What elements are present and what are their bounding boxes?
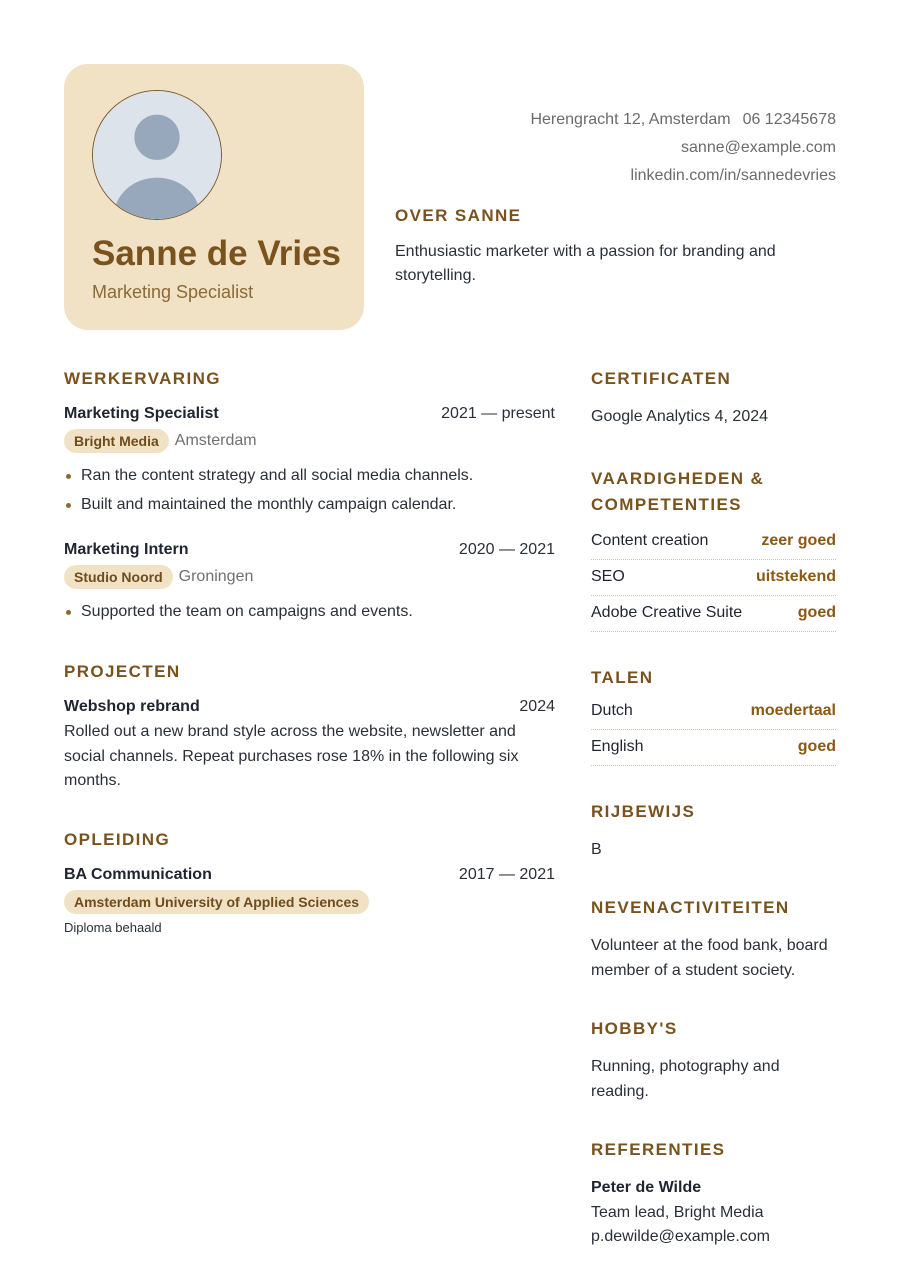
languages-title: TALEN bbox=[591, 667, 654, 687]
references-title: REFERENTIES bbox=[591, 1140, 726, 1159]
education-degree: BA Communication bbox=[64, 865, 212, 883]
job-city: Amsterdam bbox=[174, 432, 257, 449]
job-dates: 2021 — present bbox=[441, 405, 555, 422]
certificates-title: CERTIFICATEN bbox=[591, 369, 732, 388]
job-title: Marketing Intern bbox=[64, 541, 189, 558]
about-text: Enthusiastic marketer with a passion for branding and storytelling. bbox=[395, 243, 776, 284]
skill-row bbox=[591, 596, 836, 632]
left-column bbox=[64, 369, 555, 971]
language-name: Dutch bbox=[591, 702, 633, 719]
language-row bbox=[591, 694, 836, 730]
education-dates: 2017 — 2021 bbox=[458, 865, 555, 883]
language-row bbox=[591, 730, 836, 766]
company-badge: Studio Noord bbox=[64, 565, 173, 589]
project-description: Rolled out a new brand style across the website, newsletter and social channels. Repeat purchases rose 18% in the following six months. bbox=[64, 723, 519, 789]
contact-email[interactable]: sanne@example.com bbox=[681, 139, 836, 156]
skill-row bbox=[591, 560, 836, 596]
skill-level: zeer goed bbox=[761, 532, 836, 549]
project-title: Webshop rebrand bbox=[64, 698, 200, 715]
license-text: B bbox=[591, 840, 602, 858]
language-name: English bbox=[591, 738, 644, 755]
education-note: Diploma behaald bbox=[64, 919, 162, 935]
person-icon bbox=[93, 91, 221, 219]
bullet-item: Supported the team on campaigns and events. bbox=[64, 597, 555, 626]
skill-name: SEO bbox=[591, 568, 625, 585]
activities-section bbox=[591, 898, 836, 983]
job-city: Groningen bbox=[178, 568, 254, 585]
license-section bbox=[591, 802, 836, 863]
skill-name: Content creation bbox=[591, 532, 709, 549]
certificates-section bbox=[591, 369, 836, 430]
experience-section bbox=[64, 369, 555, 626]
experience-title: WERKERVARING bbox=[64, 369, 221, 388]
skill-level: uitstekend bbox=[755, 568, 836, 585]
job-bullets bbox=[64, 597, 555, 626]
about-title: OVER SANNE bbox=[395, 206, 522, 225]
skill-row bbox=[591, 524, 836, 560]
reference-email[interactable]: p.dewilde@example.com bbox=[591, 1228, 770, 1245]
hobbies-title: HOBBY'S bbox=[591, 1019, 678, 1038]
contact-linkedin[interactable]: linkedin.com/in/sannedevries bbox=[630, 167, 836, 184]
skills-title: VAARDIGHEDEN & COMPETENTIES bbox=[591, 468, 765, 514]
job-item bbox=[64, 541, 555, 626]
right-column bbox=[591, 369, 836, 1273]
hobbies-text: Running, photography and reading. bbox=[591, 1058, 780, 1100]
activities-text: Volunteer at the food bank, board member of a student society. bbox=[591, 937, 828, 979]
activities-title: NEVENACTIVITEITEN bbox=[591, 898, 790, 917]
avatar bbox=[92, 90, 222, 220]
job-bullets bbox=[64, 461, 555, 519]
reference-position: Team lead, Bright Media bbox=[591, 1203, 764, 1221]
job-title: Marketing Specialist bbox=[64, 405, 219, 422]
projects-section bbox=[64, 662, 555, 794]
reference-name: Peter de Wilde bbox=[591, 1179, 702, 1196]
bullet-item: Built and maintained the monthly campaign calendar. bbox=[64, 490, 555, 519]
contact-block bbox=[530, 106, 836, 190]
certificates-text: Google Analytics 4, 2024 bbox=[591, 408, 769, 425]
skill-name: Adobe Creative Suite bbox=[591, 604, 743, 621]
skills-section bbox=[591, 466, 836, 632]
about-section bbox=[395, 206, 836, 288]
language-level: goed bbox=[797, 738, 836, 755]
bullet-item: Ran the content strategy and all social media channels. bbox=[64, 461, 555, 490]
language-level: moedertaal bbox=[750, 702, 836, 719]
languages-section bbox=[591, 668, 836, 766]
project-year: 2024 bbox=[519, 698, 555, 715]
contact-address: Herengracht 12, Amsterdam bbox=[530, 111, 731, 128]
job-item bbox=[64, 405, 555, 519]
contact-row-address-phone bbox=[530, 106, 836, 134]
education-title: OPLEIDING bbox=[64, 829, 171, 849]
school-badge: Amsterdam University of Applied Sciences bbox=[64, 890, 369, 914]
job-dates: 2020 — 2021 bbox=[458, 541, 555, 558]
contact-phone[interactable]: 06 12345678 bbox=[742, 111, 836, 128]
profile-name: Sanne de Vries bbox=[92, 234, 342, 273]
profile-card bbox=[64, 64, 364, 330]
license-title: RIJBEWIJS bbox=[591, 801, 696, 821]
hobbies-section bbox=[591, 1019, 836, 1104]
projects-title: PROJECTEN bbox=[64, 662, 181, 681]
education-section bbox=[64, 830, 555, 935]
references-section bbox=[591, 1140, 836, 1250]
skill-level: goed bbox=[797, 604, 836, 621]
profile-role: Marketing Specialist bbox=[92, 282, 254, 302]
company-badge: Bright Media bbox=[64, 429, 169, 453]
